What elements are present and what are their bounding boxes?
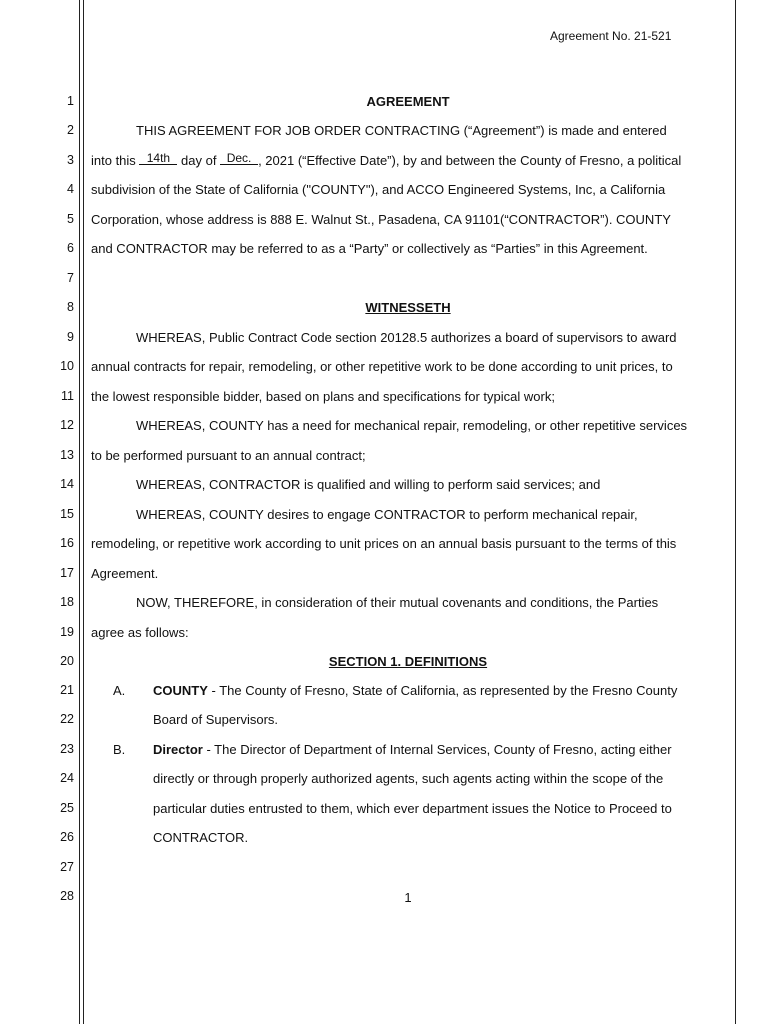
intro-line-3: subdivision of the State of California ("COUNTY"), and ACCO Engineered Systems, Inc, a California — [91, 182, 666, 197]
definition-b-line-4: CONTRACTOR. — [153, 830, 249, 845]
line-number: 3 — [67, 153, 74, 167]
recital-line-9: WHEREAS, Public Contract Code section 20128.5 authorizes a board of supervisors to award — [136, 330, 677, 345]
definition-b-line-1 — [153, 742, 672, 757]
line-number: 9 — [67, 330, 74, 344]
recital-line-16: remodeling, or repetitive work according to unit prices on an annual basis pursuant to the terms of this — [91, 536, 677, 551]
line-number: 14 — [60, 477, 74, 491]
recital-line-11: the lowest responsible bidder, based on plans and specifications for typical work; — [91, 389, 555, 404]
intro-line-2-pre: into this — [91, 153, 140, 168]
line-number: 13 — [60, 448, 74, 462]
line-number: 18 — [60, 595, 74, 609]
recital-line-10: annual contracts for repair, remodeling, or other repetitive work to be done according to unit prices, to — [91, 359, 673, 374]
definition-b-term: Director — [153, 742, 203, 757]
intro-line-2 — [91, 153, 681, 168]
definition-a-text: - The County of Fresno, State of California, as represented by the Fresno County — [207, 683, 678, 698]
line-number: 6 — [67, 241, 74, 255]
line-number: 19 — [60, 625, 74, 639]
left-margin-rule-inner — [83, 0, 84, 1024]
line-number: 7 — [67, 271, 74, 285]
definition-b-text: - The Director of Department of Internal Services, County of Fresno, acting either — [202, 742, 672, 757]
recital-line-12: WHEREAS, COUNTY has a need for mechanical repair, remodeling, or other repetitive services — [136, 418, 688, 433]
line-number: 23 — [60, 742, 74, 756]
recital-line-17: Agreement. — [91, 566, 159, 581]
definition-a-line-1 — [153, 683, 677, 698]
recital-line-14: WHEREAS, CONTRACTOR is qualified and willing to perform said services; and — [136, 477, 601, 492]
intro-line-4: Corporation, whose address is 888 E. Walnut St., Pasadena, CA 91101(“CONTRACTOR”). COUNTY — [91, 212, 671, 227]
recital-line-13: to be performed pursuant to an annual contract; — [91, 448, 366, 463]
definition-a-line-2: Board of Supervisors. — [153, 712, 279, 727]
witnesseth-heading: WITNESSETH — [365, 300, 451, 315]
line-number: 12 — [60, 418, 74, 432]
section-1-heading: SECTION 1. DEFINITIONS — [328, 654, 488, 669]
intro-line-2-post: , 2021 (“Effective Date”), by and between the County of Fresno, a political — [258, 153, 682, 168]
day-field: 14th — [139, 153, 177, 165]
right-margin-rule — [735, 0, 736, 1024]
recital-line-15: WHEREAS, COUNTY desires to engage CONTRACTOR to perform mechanical repair, — [136, 507, 638, 522]
left-margin-rule-outer — [79, 0, 80, 1024]
document-title: AGREEMENT — [366, 94, 450, 109]
line-number: 8 — [67, 300, 74, 314]
definition-a-term: COUNTY — [153, 683, 208, 698]
intro-line-1: THIS AGREEMENT FOR JOB ORDER CONTRACTING (“Agreement”) is made and entered — [136, 123, 667, 138]
line-number: 17 — [60, 566, 74, 580]
line-number: 1 — [67, 94, 74, 108]
line-number: 5 — [67, 212, 74, 226]
definition-a-label: A. — [113, 683, 126, 698]
recital-line-19: agree as follows: — [91, 625, 189, 640]
definition-b-label: B. — [113, 742, 126, 757]
intro-line-5: and CONTRACTOR may be referred to as a “Party” or collectively as “Parties” in this Agreement. — [91, 241, 648, 256]
agreement-number: Agreement No. 21-521 — [550, 29, 672, 43]
line-number: 10 — [60, 359, 74, 373]
line-number: 2 — [67, 123, 74, 137]
recital-line-18: NOW, THEREFORE, in consideration of their mutual covenants and conditions, the Parties — [136, 595, 659, 610]
line-number: 16 — [60, 536, 74, 550]
line-number: 25 — [60, 801, 74, 815]
definition-b-line-2: directly or through properly authorized agents, such agents acting within the scope of the — [153, 771, 664, 786]
line-number: 26 — [60, 830, 74, 844]
line-number: 21 — [60, 683, 74, 697]
definition-b-line-3: particular duties entrusted to them, which ever department issues the Notice to Proceed to — [153, 801, 672, 816]
month-field: Dec. — [220, 153, 258, 165]
line-number: 15 — [60, 507, 74, 521]
page-number: 1 — [404, 890, 412, 905]
line-number: 27 — [60, 860, 74, 874]
line-number: 22 — [60, 712, 74, 726]
line-number: 4 — [67, 182, 74, 196]
intro-line-2-mid: day of — [177, 153, 221, 168]
line-number: 24 — [60, 771, 74, 785]
line-number: 11 — [61, 389, 74, 403]
line-number: 28 — [60, 889, 74, 903]
line-number: 20 — [60, 654, 74, 668]
